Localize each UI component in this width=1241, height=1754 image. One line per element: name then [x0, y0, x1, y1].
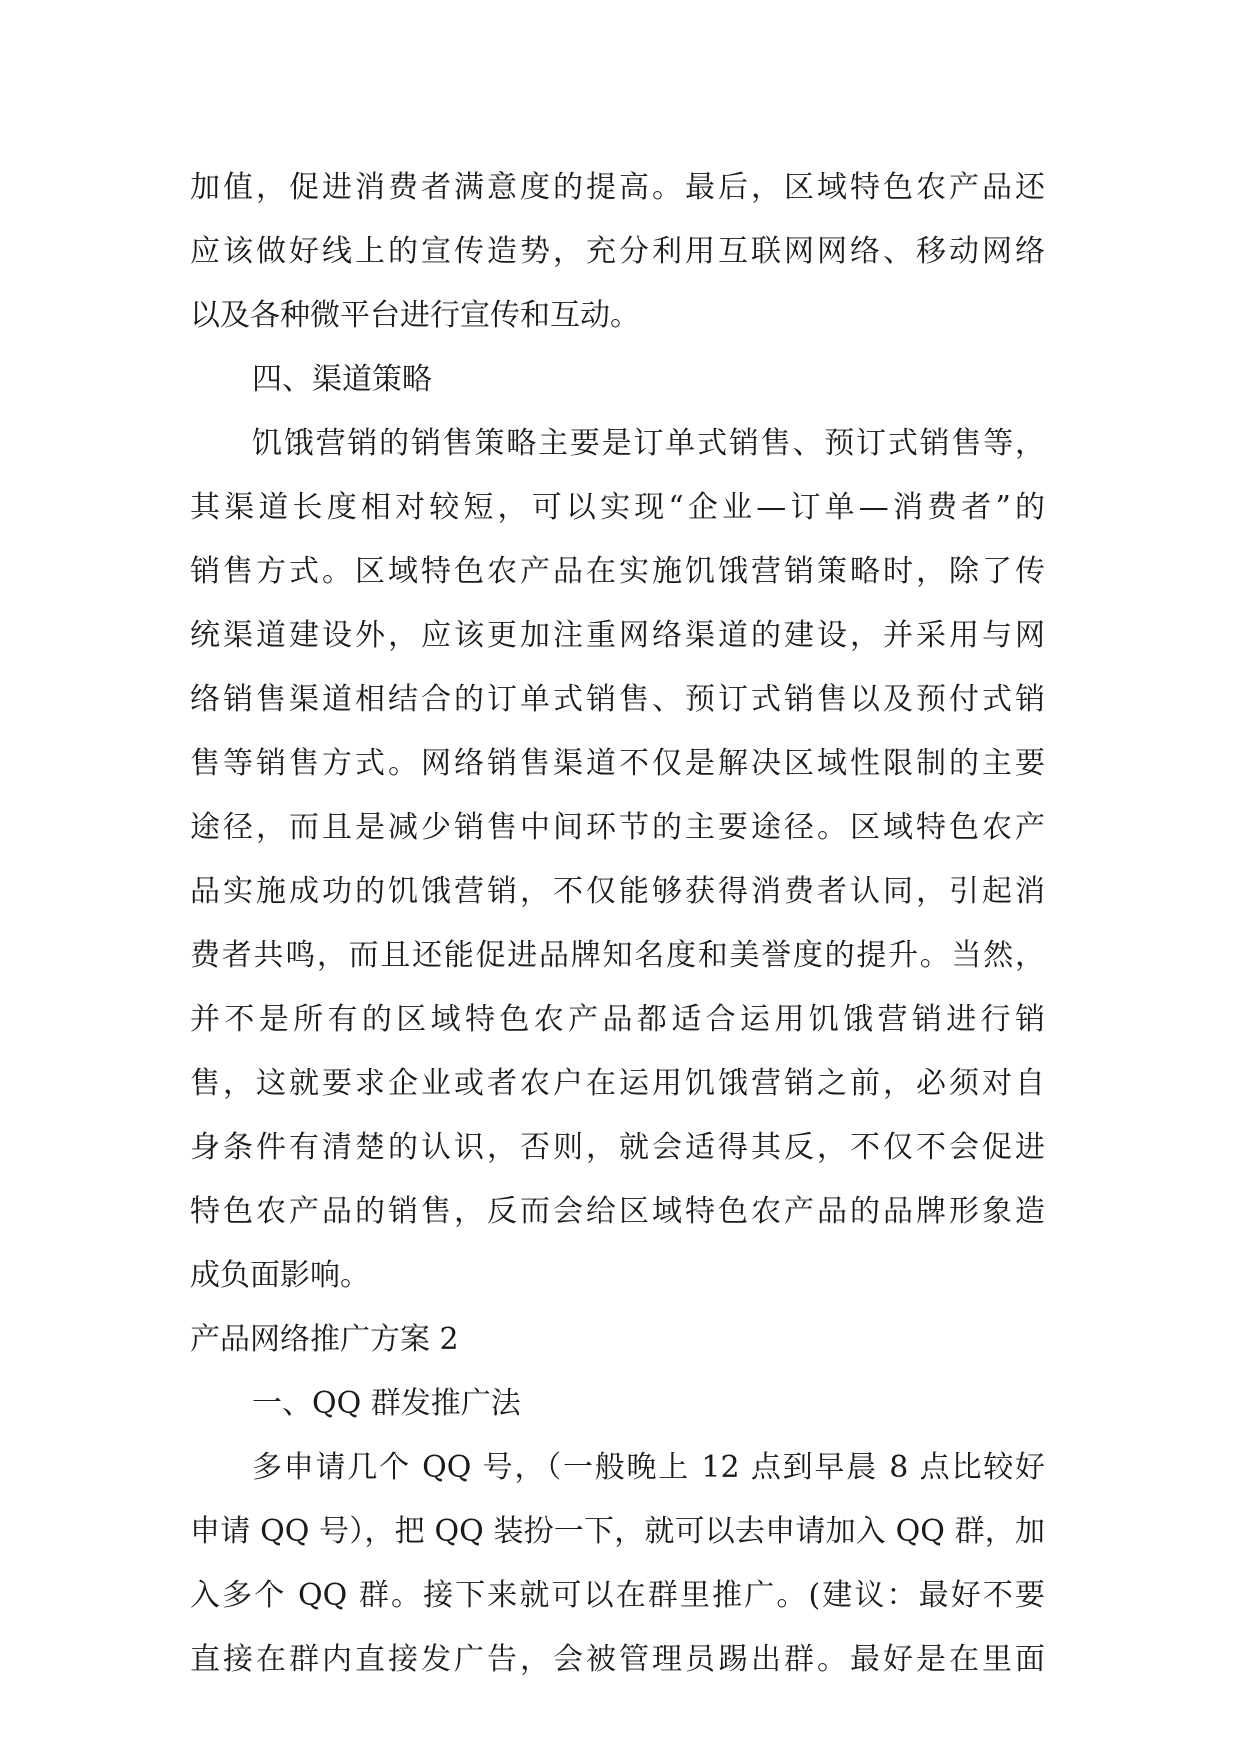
document-page [190, 156, 1045, 1692]
paragraph-line: 售等销售方式。网络销售渠道不仅是解决区域性限制的主要 [190, 746, 1045, 781]
paragraph-line: 成负面影响。 [190, 1258, 370, 1293]
paragraph-line: 统渠道建设外，应该更加注重网络渠道的建设，并采用与网 [190, 618, 1045, 653]
paragraph-line: 入多个 QQ 群。接下来就可以在群里推广。(建议：最好不要 [190, 1578, 1045, 1613]
paragraph-line: 特色农产品的销售，反而会给区域特色农产品的品牌形象造 [190, 1194, 1045, 1229]
document-title: 产品网络推广方案 2 [190, 1322, 459, 1357]
paragraph-line: 饥饿营销的销售策略主要是订单式销售、预订式销售等， [252, 426, 1045, 461]
paragraph-line: 加值，促进消费者满意度的提高。最后，区域特色农产品还 [190, 170, 1045, 205]
paragraph-line: 身条件有清楚的认识，否则，就会适得其反，不仅不会促进 [190, 1130, 1045, 1165]
paragraph-line: 销售方式。区域特色农产品在实施饥饿营销策略时，除了传 [190, 554, 1045, 589]
paragraph-line: 直接在群内直接发广告，会被管理员踢出群。最好是在里面 [190, 1642, 1045, 1677]
paragraph-line: 并不是所有的区域特色农产品都适合运用饥饿营销进行销 [190, 1002, 1045, 1037]
paragraph-line: 络销售渠道相结合的订单式销售、预订式销售以及预付式销 [190, 682, 1045, 717]
section-heading: 一、QQ 群发推广法 [252, 1386, 521, 1421]
paragraph-line: 品实施成功的饥饿营销，不仅能够获得消费者认同，引起消 [190, 874, 1045, 909]
paragraph-line: 途径，而且是减少销售中间环节的主要途径。区域特色农产 [190, 810, 1045, 845]
paragraph-line: 多申请几个 QQ 号，（一般晚上 12 点到早晨 8 点比较好 [252, 1450, 1045, 1485]
paragraph-line: 以及各种微平台进行宣传和互动。 [190, 298, 640, 333]
paragraph-line: 售，这就要求企业或者农户在运用饥饿营销之前，必须对自 [190, 1066, 1045, 1101]
section-heading: 四、渠道策略 [252, 362, 432, 397]
paragraph-line: 应该做好线上的宣传造势，充分利用互联网网络、移动网络 [190, 234, 1045, 269]
paragraph-line: 费者共鸣，而且还能促进品牌知名度和美誉度的提升。当然， [190, 938, 1045, 973]
paragraph-line: 申请 QQ 号），把 QQ 装扮一下，就可以去申请加入 QQ 群，加 [190, 1514, 1045, 1549]
paragraph-line: 其渠道长度相对较短，可以实现“企业—订单—消费者”的 [190, 490, 1045, 525]
